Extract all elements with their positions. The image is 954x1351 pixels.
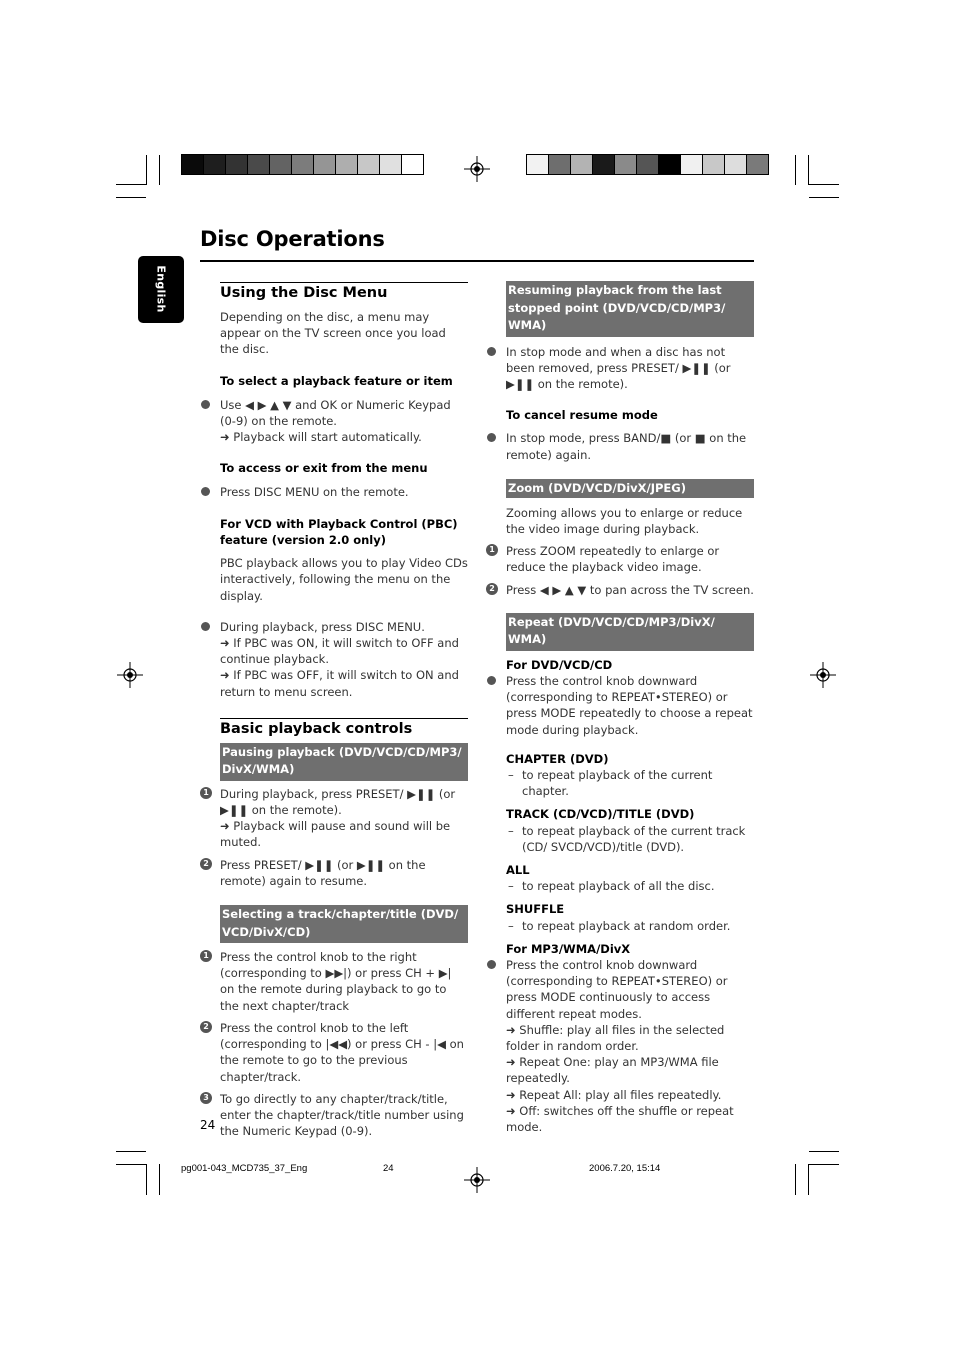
grey-swatch — [357, 154, 380, 175]
track-step-3: To go directly to any chapter/track/title, enter the chapter/track/title number using the Numeric Keypad (0-9). — [220, 1091, 464, 1139]
pbc-intro: PBC playback allows you to play Video CDs interactively, following the menu on the display. — [220, 556, 468, 603]
list-item — [486, 543, 754, 575]
right-column — [486, 281, 754, 1135]
grey-swatch — [526, 154, 549, 175]
access-menu-heading: To access or exit from the menu — [220, 461, 428, 476]
bullet-icon — [201, 487, 210, 496]
bullet-icon — [201, 400, 210, 409]
step-number-icon: 1 — [200, 787, 212, 799]
access-menu-text: Press DISC MENU on the remote. — [220, 484, 409, 499]
grey-swatch — [724, 154, 747, 175]
option-shuffle: ➜ Shuffle: play all files in the selected folder in random order. — [506, 1022, 725, 1053]
track-heading: TRACK (CD/VCD)/TITLE (DVD) — [506, 807, 695, 822]
resume-band: Resuming playback from the last stopped point (DVD/VCD/CD/MP3/ WMA) — [506, 281, 754, 337]
grey-swatch — [379, 154, 402, 175]
grey-swatch — [570, 154, 593, 175]
pause-step-1: During playback, press PRESET/ ▶❚❚ (or ▶❚❚ on the remote). — [220, 786, 456, 818]
cancel-resume-heading: To cancel resume mode — [506, 408, 658, 423]
select-feature-note: ➜ Playback will start automatically. — [220, 430, 422, 445]
zoom-intro: Zooming allows you to enlarge or reduce the video image during playback. — [506, 505, 743, 536]
list-item — [200, 949, 468, 1014]
pbc-note-off: ➜ If PBC was OFF, it will switch to ON and return to menu screen. — [220, 668, 459, 699]
disc-menu-intro: Depending on the disc, a menu may appear on the TV screen once you load the disc. — [220, 310, 446, 357]
left-column — [200, 282, 468, 1139]
step-number-icon: 1 — [486, 544, 498, 556]
grey-swatch — [636, 154, 659, 175]
grey-swatch — [203, 154, 226, 175]
zoom-band: Zoom (DVD/VCD/DivX/JPEG) — [506, 479, 754, 498]
option-repeat-one: ➜ Repeat One: play an MP3/WMA file repeatedly. — [506, 1055, 719, 1086]
list-item — [200, 1020, 468, 1085]
grey-swatch — [313, 154, 336, 175]
list-item — [486, 673, 754, 738]
step-number-icon: 3 — [200, 1092, 212, 1104]
grey-swatch — [746, 154, 769, 175]
track-step-1: Press the control knob to the right (corresponding to ▶▶|) or press CH + ▶| on the remote during playback to go to the next chapter/track — [220, 950, 452, 1013]
dvd-heading: For DVD/VCD/CD — [506, 657, 613, 672]
grey-swatch — [225, 154, 248, 175]
list-item — [200, 484, 468, 500]
language-tab — [138, 256, 184, 323]
shuffle-heading: SHUFFLE — [506, 902, 565, 917]
chapter-heading: CHAPTER (DVD) — [506, 751, 609, 766]
list-item — [486, 344, 754, 393]
mp3-text: Press the control knob downward (corresponding to REPEAT•STEREO) or press MODE continuously to access different repeat modes. — [506, 957, 728, 1021]
option-repeat-all: ➜ Repeat All: play all files repeatedly. — [506, 1087, 722, 1102]
all-heading: ALL — [506, 862, 530, 877]
dvd-text: Press the control knob downward (corresponding to REPEAT•STEREO) or press MODE repeatedly to choose a repeat mode during playback. — [506, 673, 753, 737]
footer-page: 24 — [383, 1163, 394, 1174]
grey-swatch — [247, 154, 270, 175]
step-number-icon: 2 — [200, 858, 212, 870]
language-tab-label: English — [154, 265, 168, 313]
registration-target-icon — [464, 1167, 490, 1193]
list-item — [200, 619, 468, 700]
option-off: ➜ Off: switches off the shuffle or repeat mode. — [506, 1103, 734, 1135]
step-number-icon: 1 — [200, 950, 212, 962]
list-item — [200, 857, 468, 889]
mp3-heading: For MP3/WMA/DivX — [506, 941, 631, 956]
step-number-icon: 2 — [200, 1021, 212, 1033]
bullet-icon — [201, 622, 210, 631]
pbc-note-on: ➜ If PBC was ON, it will switch to OFF and continue playback. — [220, 636, 459, 667]
grey-swatch — [548, 154, 571, 175]
grey-swatch — [702, 154, 725, 175]
registration-target-icon — [464, 156, 490, 182]
select-feature-heading: To select a playback feature or item — [220, 373, 453, 388]
pause-step-1-note: ➜ Playback will pause and sound will be muted. — [220, 819, 451, 850]
grey-swatch — [181, 154, 204, 175]
grey-swatch — [291, 154, 314, 175]
resume-text: In stop mode and when a disc has not been removed, press PRESET/ ▶❚❚ (or ▶❚❚ on the remote). — [506, 344, 731, 391]
grey-swatch — [269, 154, 292, 175]
page-number: 24 — [200, 1118, 216, 1132]
zoom-step-1: Press ZOOM repeatedly to enlarge or reduce the playback video image. — [506, 544, 720, 575]
list-item — [486, 957, 754, 1135]
chapter-text: – to repeat playback of the current chapter. — [486, 767, 754, 799]
pause-band: Pausing playback (DVD/VCD/CD/MP3/ DivX/WMA) — [220, 743, 468, 781]
track-text: – to repeat playback of the current track (CD/ SVCD/VCD)/title (DVD). — [486, 823, 754, 855]
registration-target-icon — [810, 662, 836, 688]
list-item — [486, 430, 754, 462]
repeat-band: Repeat (DVD/VCD/CD/MP3/DivX/ WMA) — [506, 613, 754, 651]
section-heading-basic-playback: Basic playback controls — [220, 718, 468, 738]
track-band: Selecting a track/chapter/title (DVD/ VCD/DivX/CD) — [220, 905, 468, 943]
bullet-icon — [487, 676, 496, 685]
list-item — [486, 582, 754, 598]
bullet-icon — [487, 433, 496, 442]
all-text: – to repeat playback of all the disc. — [486, 878, 754, 894]
grey-swatch — [658, 154, 681, 175]
select-feature-text: Use ◀ ▶ ▲ ▼ and OK or Numeric Keypad (0-9) on the remote. — [220, 397, 451, 429]
section-heading-disc-menu: Using the Disc Menu — [220, 282, 468, 302]
registration-target-icon — [117, 662, 143, 688]
pbc-text: During playback, press DISC MENU. — [220, 619, 425, 634]
step-number-icon: 2 — [486, 583, 498, 595]
list-item — [200, 1091, 468, 1140]
list-item — [200, 786, 468, 851]
footer-date: 2006.7.20, 15:14 — [589, 1163, 661, 1174]
grey-swatch — [614, 154, 637, 175]
bullet-icon — [487, 347, 496, 356]
list-item — [200, 397, 468, 446]
grey-swatch — [680, 154, 703, 175]
title-rule — [200, 260, 754, 262]
grey-swatch — [335, 154, 358, 175]
page-title: Disc Operations — [200, 227, 385, 251]
cancel-resume-text: In stop mode, press BAND/■ (or ■ on the remote) again. — [506, 431, 747, 462]
grey-swatch — [592, 154, 615, 175]
shuffle-text: – to repeat playback at random order. — [486, 918, 754, 934]
track-step-2: Press the control knob to the left (corresponding to |◀◀) or press CH - |◀ on the remote to go to the previous chapter/track. — [220, 1020, 464, 1084]
grey-swatch — [401, 154, 424, 175]
zoom-step-2: Press ◀ ▶ ▲ ▼ to pan across the TV screen. — [506, 582, 754, 597]
pbc-heading: For VCD with Playback Control (PBC) feature (version 2.0 only) — [220, 516, 458, 548]
pause-step-2: Press PRESET/ ▶❚❚ (or ▶❚❚ on the remote) again to resume. — [220, 857, 426, 888]
footer-filename: pg001-043_MCD735_37_Eng — [181, 1163, 308, 1174]
bullet-icon — [487, 960, 496, 969]
